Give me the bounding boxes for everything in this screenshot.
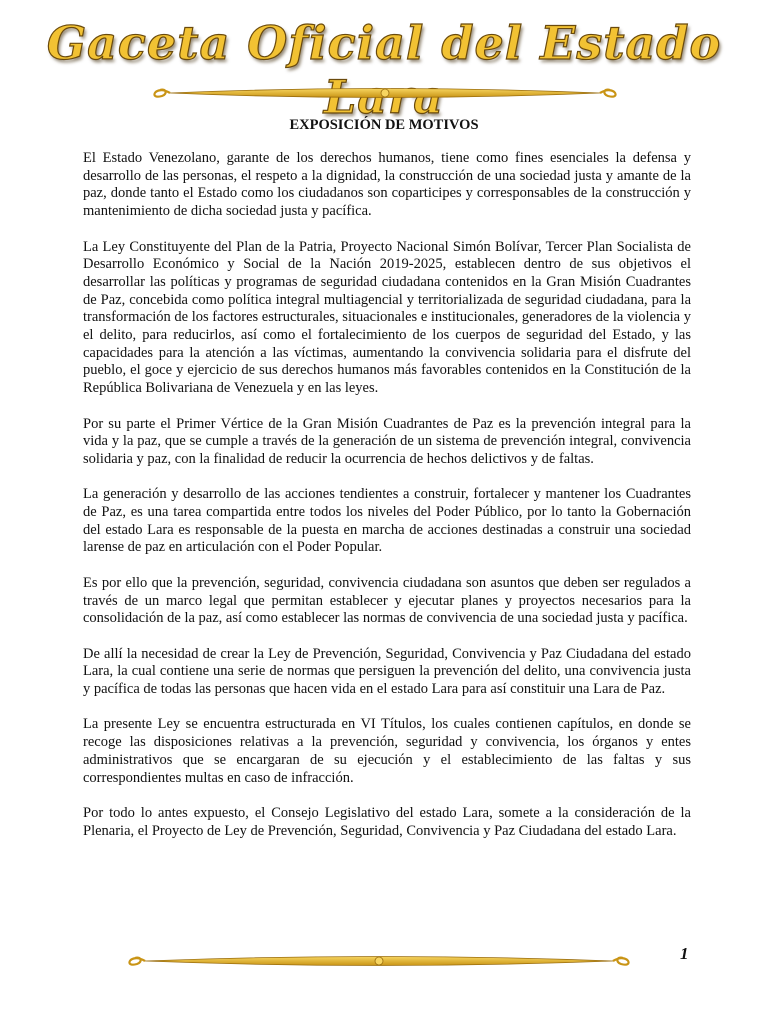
paragraph: Por su parte el Primer Vértice de la Gran Misión Cuadrantes de Paz es la prevención integral para la vida y la paz, que se cumple a través de la generación de un sistema de prevención integral, convivencia solidaria y paz, con la finalidad de reducir la ocurrencia de hechos delictivos y de faltas. [83,415,691,467]
paragraph: La Ley Constituyente del Plan de la Patria, Proyecto Nacional Simón Bolívar, Tercer Plan Socialista de Desarrollo Económico y Social de la Nación 2019-2025, establecen dentro de sus objetivos el desarrollar las políticas y programas de seguridad ciudadana contenidos en la Gran Misión Cuadrantes de Paz, concebida como política integral multiagencial y territorializada de seguridad ciudadana, para la transformación de los factores estructurales, situacionales e institucionales, generadores de la violencia y el delito, para reducirlos, así como el fortalecimiento de los cuerpos de seguridad del Estado, y las capacidades para la atención a las víctimas, aumentando la convivencia solidaria para el disfrute del pueblo, el goce y ejercicio de sus derechos humanos más favorables contenidos en la Constitución de la República Bolivariana de Venezuela y en las leyes. [83,238,691,397]
document-heading: EXPOSICIÓN DE MOTIVOS [289,117,479,133]
gold-swirl-divider-icon [125,950,633,972]
document-body [83,150,691,858]
paragraph: De allí la necesidad de crear la Ley de Prevención, Seguridad, Convivencia y Paz Ciudadana del estado Lara, la cual contiene una serie de normas que persiguen la prevención del delito, una convivencia justa y pacífica de todas las personas que hacen vida en el estado Lara para así constituir una Lara de Paz. [83,645,691,698]
page-number: 1 [680,944,689,963]
paragraph: Es por ello que la prevención, seguridad, convivencia ciudadana son asuntos que deben ser regulados a través de un marco legal que permitan establecer y ejecutar planes y proyectos necesarios para la consolidación de la paz, así como establecer las normas de convivencia de una sociedad justa y pacífica. [83,574,691,627]
gold-swirl-divider-icon [150,82,620,104]
paragraph: La generación y desarrollo de las acciones tendientes a construir, fortalecer y mantener los Cuadrantes de Paz, es una tarea compartida entre todos los niveles del Poder Público, por lo tanto la Gobernación del estado Lara es responsable de la puesta en marcha de acciones destinadas a construir una sociedad larense de paz en articulación con el Poder Popular. [83,486,691,556]
paragraph: El Estado Venezolano, garante de los derechos humanos, tiene como fines esenciales la defensa y desarrollo de las personas, el respeto a la dignidad, la construcción de una sociedad justa y amante de la paz, donde tanto el Estado como los ciudadanos son coparticipes y corresponsables de la construcción y mantenimiento de dicha sociedad justa y pacífica. [83,150,691,220]
paragraph: Por todo lo antes expuesto, el Consejo Legislativo del estado Lara, somete a la consideración de la Plenaria, el Proyecto de Ley de Prevención, Seguridad, Convivencia y Paz Ciudadana del estado Lara. [83,804,691,839]
paragraph: La presente Ley se encuentra estructurada en VI Títulos, los cuales contienen capítulos, en donde se recoge las disposiciones relativas a la prevención, seguridad y convivencia, los órganos y entes administrativos que se encargaran de su ejecución y el establecimiento de las faltas y sus correspondientes multas en caso de infracción. [83,716,691,786]
masthead-title: Gaceta Oficial del Estado [46,16,722,70]
